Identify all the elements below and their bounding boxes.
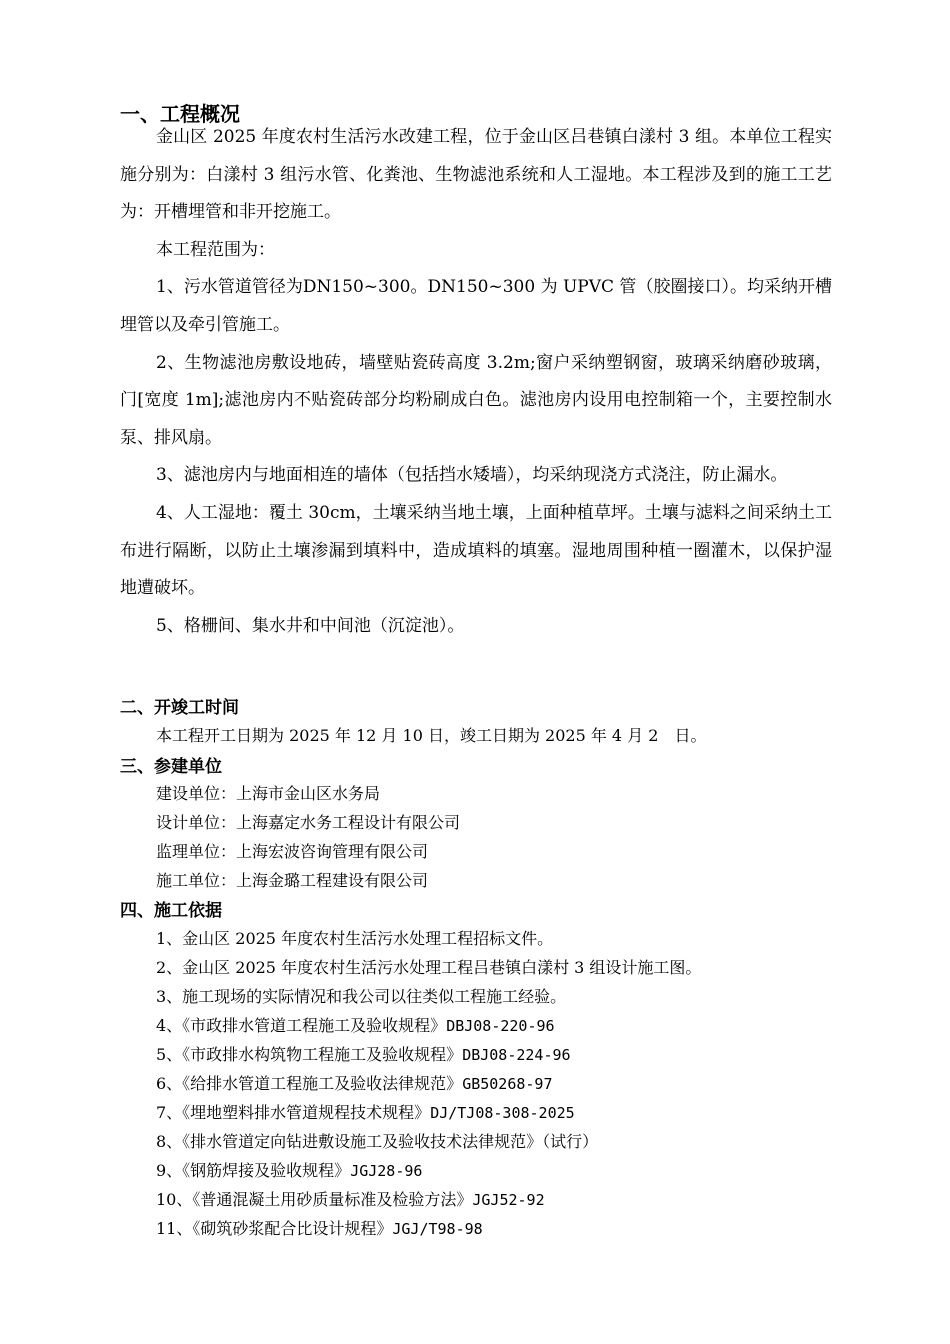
overview-paragraph: 金山区 2025 年度农村生活污水改建工程，位于金山区吕巷镇白漾村 3 组。本单位工程实施分别为：白漾村 3 组污水管、化粪池、生物滤池系统和人工湿地。本工程涉及到的施工工艺为：开槽埋管和非开挖施工。 bbox=[120, 127, 832, 223]
section-title-basis: 四、施工依据 bbox=[120, 901, 222, 921]
participant-owner: 建设单位：上海市金山区水务局 bbox=[156, 784, 381, 803]
participant-supervisor: 监理单位：上海宏波咨询管理有限公司 bbox=[156, 842, 429, 861]
scope-item-3: 3、滤池房内与地面相连的墙体（包括挡水矮墙），均采纳现浇方式浇注，防止漏水。 bbox=[156, 465, 788, 486]
participant-designer: 设计单位：上海嘉定水务工程设计有限公司 bbox=[156, 813, 461, 832]
standard-code: JGJ28-96 bbox=[350, 1162, 423, 1180]
basis-item: 2、金山区 2025 年度农村生活污水处理工程吕巷镇白漾村 3 组设计施工图。 bbox=[156, 958, 702, 977]
participant-contractor: 施工单位：上海金璐工程建设有限公司 bbox=[156, 871, 429, 890]
basis-item: 8、《排水管道定向钻进敷设施工及验收技术法律规范》（试行） bbox=[156, 1132, 599, 1151]
basis-item: 1、金山区 2025 年度农村生活污水处理工程招标文件。 bbox=[156, 929, 554, 948]
standard-code: JGJ/T98-98 bbox=[392, 1220, 483, 1238]
scope-item-5: 5、格栅间、集水井和中间池（沉淀池）。 bbox=[156, 615, 465, 636]
standard-code: DJ/TJ08-308-2025 bbox=[430, 1104, 575, 1122]
basis-item: 3、施工现场的实际情况和我公司以往类似工程施工经验。 bbox=[156, 987, 567, 1006]
standard-code: DBJ08-224-96 bbox=[462, 1046, 571, 1064]
standard-code: JGJ52-92 bbox=[472, 1191, 545, 1209]
basis-item: 6、《给排水管道工程施工及验收法律规范》GB50268-97 bbox=[156, 1074, 553, 1093]
section-title-participants: 三、参建单位 bbox=[120, 757, 222, 777]
scope-item-2: 2、生物滤池房敷设地砖，墙壁贴瓷砖高度 3.2m;窗户采纳塑钢窗，玻璃采纳磨砂玻璃，门[宽度 1m];滤池房内不贴瓷砖部分均粉刷成白色。滤池房内设用电控制箱一个，主要控制水泵、排风扇。 bbox=[120, 352, 832, 448]
basis-item: 5、《市政排水构筑物工程施工及验收规程》DBJ08-224-96 bbox=[156, 1045, 571, 1064]
scope-item-1: 1、污水管道管径为DN150~300。DN150~300 为 UPVC 管（胶圈接口）。均采纳开槽埋管以及牵引管施工。 bbox=[120, 277, 832, 335]
basis-item: 11、《砌筑砂浆配合比设计规程》JGJ/T98-98 bbox=[156, 1219, 483, 1238]
standard-code: GB50268-97 bbox=[462, 1075, 553, 1093]
schedule-text: 本工程开工日期为 2025 年 12 月 10 日，竣工日期为 2025 年 4 月 2 日。 bbox=[156, 726, 707, 745]
basis-item: 4、《市政排水管道工程施工及验收规程》DBJ08-220-96 bbox=[156, 1016, 555, 1035]
section-title-overview: 一、工程概况 bbox=[120, 102, 240, 126]
section-overview-body bbox=[120, 119, 832, 645]
basis-item: 10、《普通混凝土用砂质量标准及检验方法》JGJ52-92 bbox=[156, 1190, 545, 1209]
scope-item-4: 4、人工湿地：覆土 30cm，土壤采纳当地土壤，上面种植草坪。土壤与滤料之间采纳土工布进行隔断，以防止土壤渗漏到填料中，造成填料的填塞。湿地周围种植一圈灌木，以保护湿地遭破坏。 bbox=[120, 502, 832, 599]
basis-item: 7、《埋地塑料排水管道规程技术规程》DJ/TJ08-308-2025 bbox=[156, 1103, 575, 1122]
standard-code: DBJ08-220-96 bbox=[446, 1017, 555, 1035]
scope-intro: 本工程范围为： bbox=[156, 239, 275, 260]
basis-item: 9、《钢筋焊接及验收规程》JGJ28-96 bbox=[156, 1161, 423, 1180]
section-title-schedule: 二、开竣工时间 bbox=[120, 698, 239, 718]
